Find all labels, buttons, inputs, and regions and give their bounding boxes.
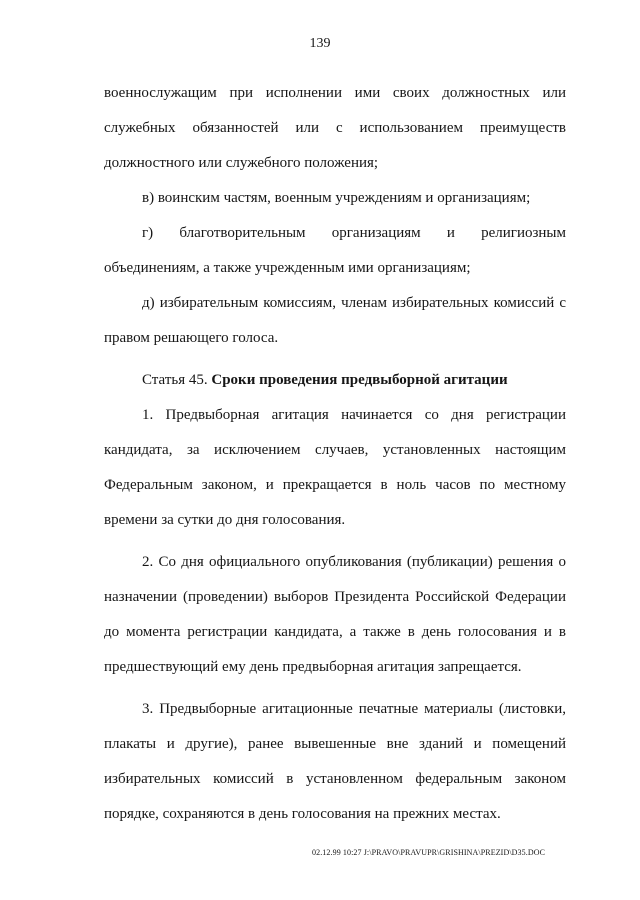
text-line: военнослужащим при исполнении ими своих должностных или	[104, 85, 566, 101]
paragraph-item-g	[104, 216, 566, 286]
text-line: плакаты и другие), ранее вывешенные вне зданий и помещений	[104, 736, 566, 752]
paragraph-item-v	[104, 181, 566, 216]
text-line: г) благотворительным организациям и религиозным	[142, 225, 566, 241]
clause-3	[104, 692, 566, 832]
clause-1	[104, 398, 566, 538]
text-line: времени за сутки до дня голосования.	[104, 512, 346, 528]
text-line: в) воинским частям, военным учреждениям и организациям;	[142, 190, 531, 206]
text-line: порядке, сохраняются в день голосования на прежних местах.	[104, 806, 501, 822]
clause-2	[104, 545, 566, 685]
text-line: предшествующий ему день предвыборная агитация запрещается.	[104, 659, 522, 675]
document-body	[104, 76, 566, 832]
text-line: избирательных комиссий в установленном федеральным законом	[104, 771, 566, 787]
text-line: объединениям, а также учрежденным ими организациям;	[104, 260, 471, 276]
text-line: должностного или служебного положения;	[104, 155, 379, 171]
page-number: 139	[309, 36, 331, 51]
article-heading	[104, 363, 566, 398]
article-title: Сроки проведения предвыборной агитации	[211, 372, 508, 388]
file-path-footer: 02.12.99 10:27 J:\PRAVO\PRAVUPR\GRISHINA\PREZID\D35.DOC	[312, 848, 546, 857]
text-line: до момента регистрации кандидата, а также в день голосования и в	[104, 624, 566, 640]
text-line: Федеральным законом, и прекращается в ноль часов по местному	[104, 477, 566, 493]
article-number: Статья 45.	[142, 372, 208, 388]
text-line: 2. Со дня официального опубликования (публикации) решения о	[142, 554, 566, 570]
text-line: д) избирательным комиссиям, членам избирательных комиссий с	[142, 295, 566, 311]
text-line: кандидата, за исключением случаев, установленных настоящим	[104, 442, 566, 458]
text-line: правом решающего голоса.	[104, 330, 279, 346]
text-line: 1. Предвыборная агитация начинается со дня регистрации	[142, 407, 566, 423]
text-line: служебных обязанностей или с использованием преимуществ	[104, 120, 566, 136]
paragraph-continuation	[104, 76, 566, 181]
text-line: 3. Предвыборные агитационные печатные материалы (листовки,	[142, 701, 566, 717]
paragraph-item-d	[104, 286, 566, 356]
text-line: назначении (проведении) выборов Президента Российской Федерации	[104, 589, 566, 605]
